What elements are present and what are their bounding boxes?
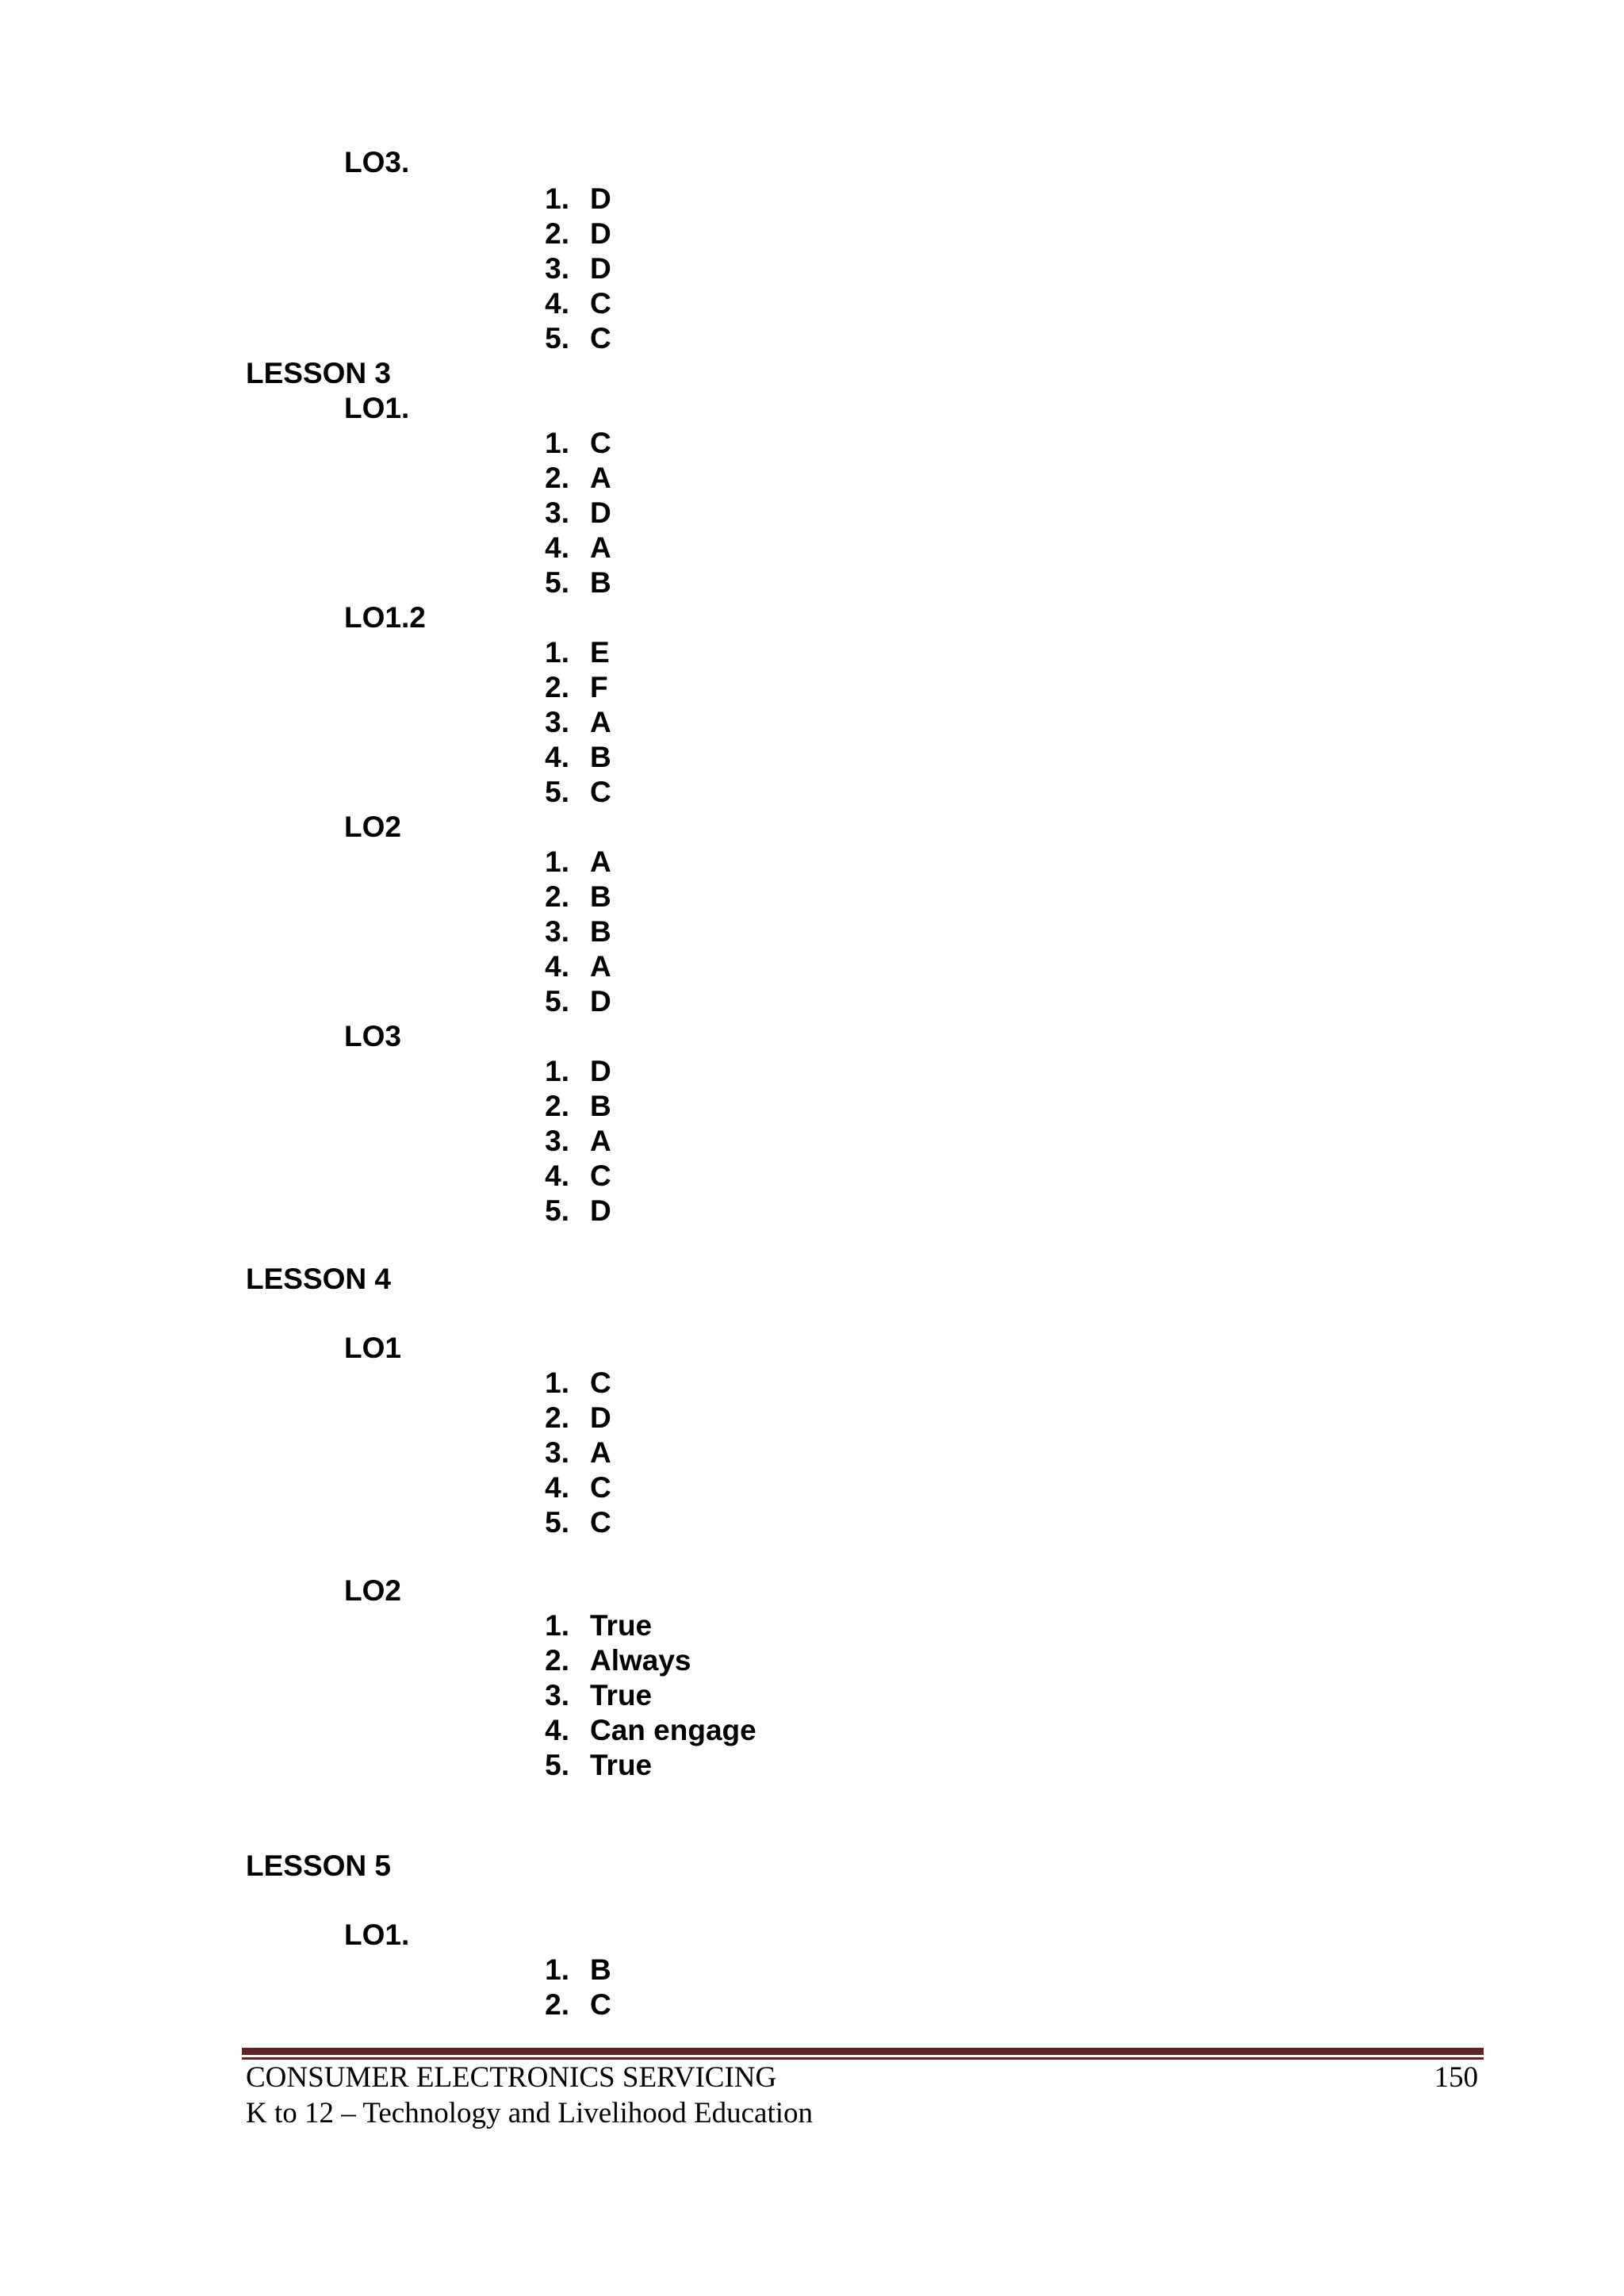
answer-value: D — [590, 1401, 611, 1434]
answer-number: 3. — [545, 1125, 569, 1157]
learning-outcome-heading: LO1.2 — [344, 601, 426, 634]
answer-value: C — [590, 1506, 611, 1539]
answer-number: 2. — [545, 1988, 569, 2021]
answer-number: 1. — [545, 1953, 569, 1986]
answer-value: A — [590, 845, 611, 878]
lesson-heading: LESSON 4 — [246, 1263, 391, 1295]
learning-outcome-heading: LO2 — [344, 1574, 401, 1607]
answer-value: C — [590, 287, 611, 320]
learning-outcome-heading: LO3. — [344, 146, 410, 178]
answer-number: 3. — [545, 252, 569, 285]
answer-value: F — [590, 671, 608, 703]
lesson-heading: LESSON 5 — [246, 1849, 391, 1882]
answer-number: 3. — [545, 1679, 569, 1711]
answer-number: 5. — [545, 985, 569, 1018]
answer-value: A — [590, 462, 611, 494]
answer-value: B — [590, 741, 611, 773]
answer-value: True — [590, 1679, 653, 1711]
answer-value: C — [590, 427, 611, 459]
answer-number: 5. — [545, 776, 569, 808]
answer-value: True — [590, 1609, 653, 1642]
answer-number: 1. — [545, 636, 569, 669]
answer-value: C — [590, 1988, 611, 2021]
answer-number: 1. — [545, 182, 569, 215]
answer-number: 4. — [545, 1471, 569, 1504]
answer-value: D — [590, 182, 611, 215]
answer-value: D — [590, 1055, 611, 1087]
learning-outcome-heading: LO1 — [344, 1332, 401, 1364]
answer-value: C — [590, 322, 611, 355]
lesson-heading: LESSON 3 — [246, 357, 391, 389]
answer-number: 5. — [545, 1506, 569, 1539]
answer-value: Always — [590, 1644, 691, 1677]
answer-value: B — [590, 915, 611, 948]
answer-number: 3. — [545, 706, 569, 738]
footer-rule-thin — [242, 2057, 1484, 2060]
answer-value: D — [590, 217, 611, 250]
answer-number: 4. — [545, 1714, 569, 1746]
answer-number: 2. — [545, 880, 569, 913]
answer-number: 3. — [545, 915, 569, 948]
answer-value: B — [590, 1090, 611, 1122]
answer-value: Can engage — [590, 1714, 756, 1746]
answer-value: D — [590, 496, 611, 529]
answer-number: 2. — [545, 1090, 569, 1122]
footer-subtitle: K to 12 – Technology and Livelihood Education — [246, 2097, 814, 2129]
learning-outcome-heading: LO3 — [344, 1020, 401, 1052]
answer-number: 5. — [545, 1749, 569, 1781]
answer-number: 3. — [545, 1436, 569, 1469]
answer-number: 2. — [545, 671, 569, 703]
answer-value: A — [590, 1125, 611, 1157]
answer-value: B — [590, 566, 611, 599]
answer-value: E — [590, 636, 610, 669]
answer-number: 5. — [545, 566, 569, 599]
answer-value: B — [590, 880, 611, 913]
answer-value: A — [590, 531, 611, 564]
answer-number: 4. — [545, 531, 569, 564]
learning-outcome-heading: LO2 — [344, 811, 401, 843]
answer-value: B — [590, 1953, 611, 1986]
answer-number: 4. — [545, 1159, 569, 1192]
answer-number: 2. — [545, 1644, 569, 1677]
answer-number: 1. — [545, 1609, 569, 1642]
answer-number: 2. — [545, 1401, 569, 1434]
footer-rule — [242, 2048, 1484, 2055]
answer-number: 1. — [545, 1055, 569, 1087]
answer-value: C — [590, 1366, 611, 1399]
answer-number: 1. — [545, 845, 569, 878]
answer-value: True — [590, 1749, 653, 1781]
page-number: 150 — [1434, 2061, 1478, 2094]
answer-number: 5. — [545, 1194, 569, 1227]
footer-title: CONSUMER ELECTRONICS SERVICING — [246, 2061, 777, 2094]
answer-number: 4. — [545, 741, 569, 773]
answer-number: 5. — [545, 322, 569, 355]
answer-number: 1. — [545, 1366, 569, 1399]
answer-number: 1. — [545, 427, 569, 459]
answer-number: 4. — [545, 950, 569, 983]
answer-value: A — [590, 950, 611, 983]
answer-value: D — [590, 1194, 611, 1227]
answer-number: 2. — [545, 217, 569, 250]
learning-outcome-heading: LO1. — [344, 1918, 410, 1951]
answer-number: 3. — [545, 496, 569, 529]
answer-number: 4. — [545, 287, 569, 320]
answer-value: D — [590, 252, 611, 285]
answer-value: C — [590, 1159, 611, 1192]
answer-value: A — [590, 1436, 611, 1469]
answer-value: A — [590, 706, 611, 738]
answer-value: C — [590, 776, 611, 808]
answer-value: C — [590, 1471, 611, 1504]
learning-outcome-heading: LO1. — [344, 392, 410, 424]
answer-value: D — [590, 985, 611, 1018]
answer-number: 2. — [545, 462, 569, 494]
